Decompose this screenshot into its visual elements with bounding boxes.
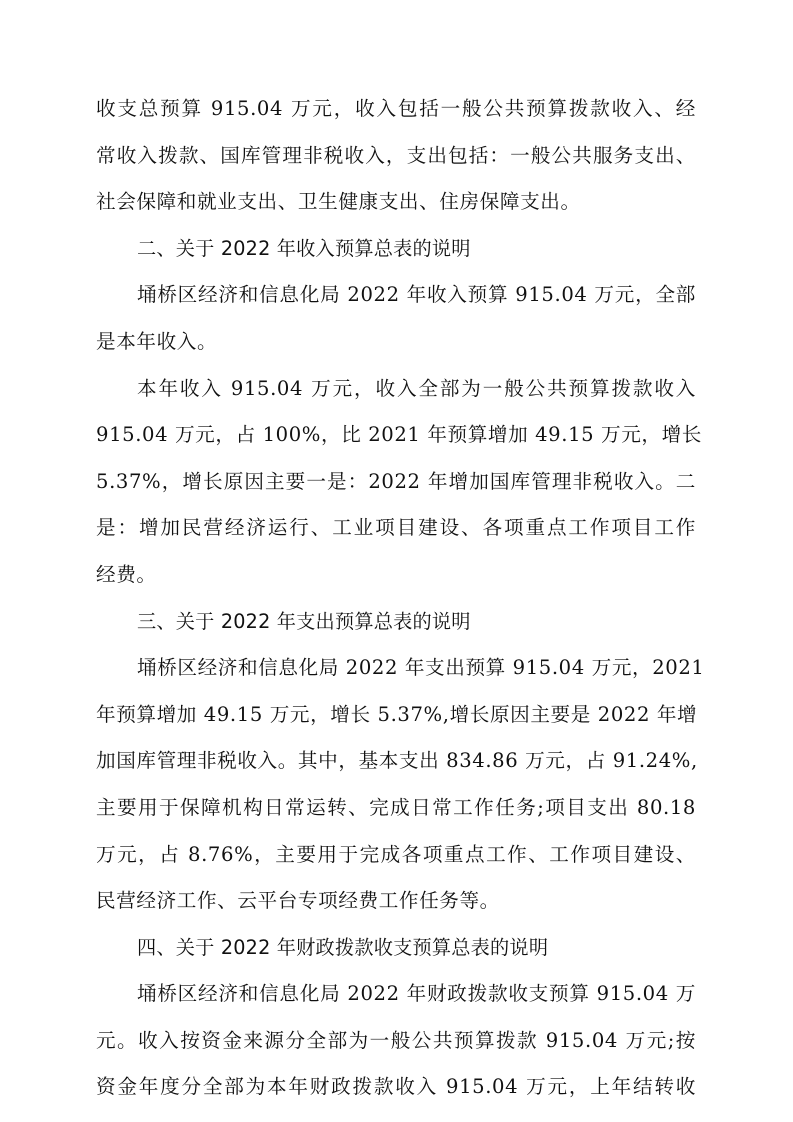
text-line: 埇桥区经济和信息化局 2022 年财政拨款收支预算 915.04 万 xyxy=(137,982,696,1006)
text-line: 5.37%，增长原因主要一是：2022 年增加国库管理非税收入。二 xyxy=(96,469,696,493)
text-line: 埇桥区经济和信息化局 2022 年支出预算 915.04 万元，2021 xyxy=(137,656,705,680)
text-line: 是本年收入。 xyxy=(96,329,218,353)
text-line: 常收入拨款、国库管理非税收入，支出包括：一般公共服务支出、 xyxy=(96,143,696,167)
text-line: 资金年度分全部为本年财政拨款收入 915.04 万元，上年结转收 xyxy=(96,1075,696,1099)
paragraph-fiscal-appropriation xyxy=(96,971,696,1111)
text-line: 埇桥区经济和信息化局 2022 年收入预算 915.04 万元，全部 xyxy=(137,283,696,307)
paragraph-expenditure-detail xyxy=(96,645,705,925)
text-line: 是：增加民营经济运行、工业项目建设、各项重点工作项目工作 xyxy=(96,516,696,540)
paragraph-income-detail xyxy=(96,366,703,599)
text-line: 元。收入按资金来源分全部为一般公共预算拨款 915.04 万元;按 xyxy=(96,1028,696,1052)
paragraph-budget-summary xyxy=(96,86,696,226)
text-line: 915.04 万元，占 100%，比 2021 年预算增加 49.15 万元，增长 xyxy=(96,423,703,447)
text-line: 收支总预算 915.04 万元，收入包括一般公共预算拨款收入、经 xyxy=(96,97,696,120)
paragraph-income-total xyxy=(96,272,696,365)
section-heading-fiscal-appropriation: 四、关于 2022 年财政拨款收支预算总表的说明 xyxy=(137,935,549,959)
section-heading-expenditure-budget: 三、关于 2022 年支出预算总表的说明 xyxy=(137,609,471,633)
document-body xyxy=(96,86,705,1111)
text-line: 年预算增加 49.15 万元，增长 5.37%,增长原因主要是 2022 年增 xyxy=(96,702,698,726)
text-line: 经费。 xyxy=(96,562,157,586)
text-line: 社会保障和就业支出、卫生健康支出、住房保障支出。 xyxy=(96,190,581,214)
text-line: 民营经济工作、云平台专项经费工作任务等。 xyxy=(96,889,500,913)
text-line: 主要用于保障机构日常运转、完成日常工作任务;项目支出 80.18 xyxy=(96,795,696,819)
section-heading-income-budget: 二、关于 2022 年收入预算总表的说明 xyxy=(137,236,471,260)
text-line: 万元，占 8.76%，主要用于完成各项重点工作、工作项目建设、 xyxy=(96,842,696,866)
text-line: 本年收入 915.04 万元，收入全部为一般公共预算拨款收入 xyxy=(137,376,696,400)
text-line: 加国库管理非税收入。其中，基本支出 834.86 万元，占 91.24%, xyxy=(96,749,698,773)
